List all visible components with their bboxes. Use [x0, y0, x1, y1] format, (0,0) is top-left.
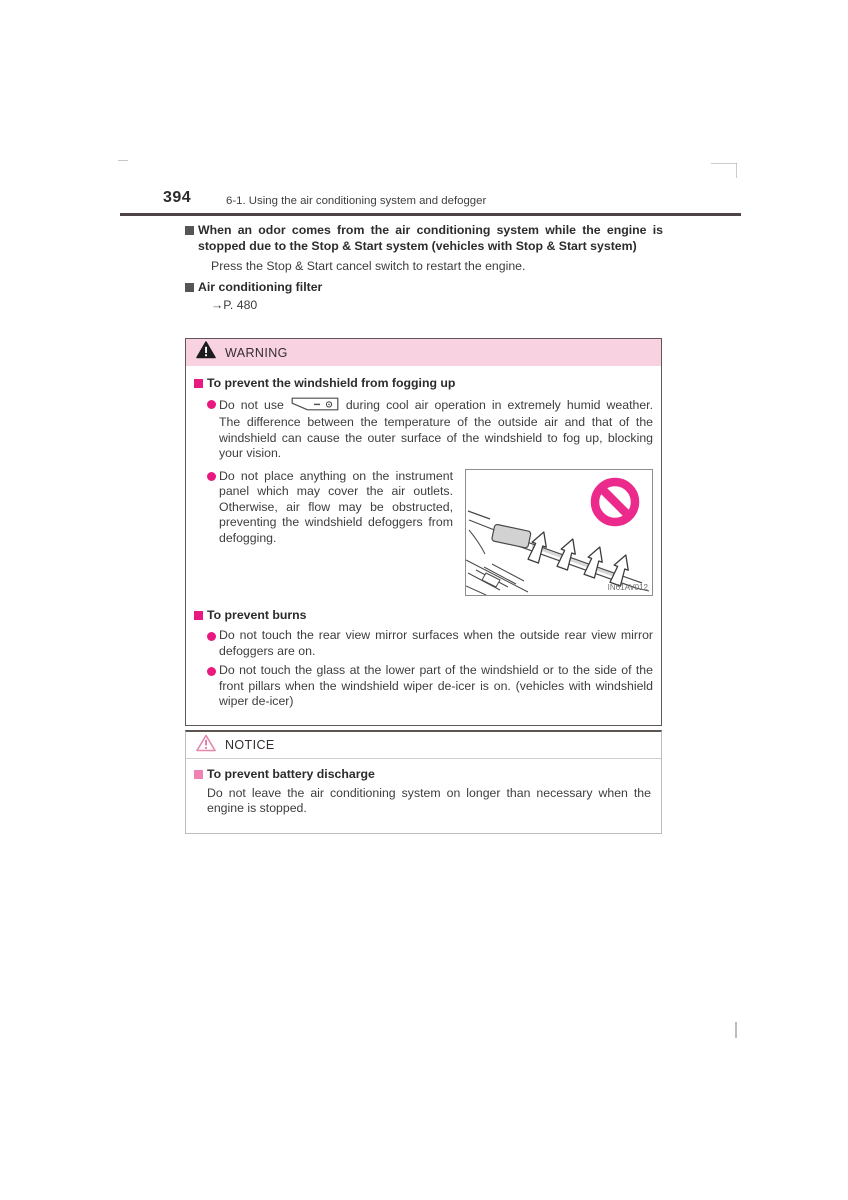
- crop-mark-top-left: [118, 160, 128, 161]
- fogging-heading: To prevent the windshield from fogging up: [207, 376, 456, 390]
- fogging-heading-row: [194, 376, 653, 392]
- page-number: 394: [163, 189, 192, 206]
- square-bullet-icon: [194, 379, 203, 388]
- circle-bullet-icon: [207, 472, 216, 481]
- battery-body: Do not leave the air conditioning system on longer than necessary when the engine is stopped.: [207, 785, 651, 815]
- odor-section: [185, 223, 663, 275]
- warning-body: [186, 366, 661, 725]
- page-reference: →P. 480: [211, 298, 258, 312]
- intro-section: [185, 223, 663, 314]
- figure-code: IN61AV012: [607, 582, 648, 592]
- square-bullet-icon: [194, 611, 203, 620]
- fogging-bullet-2-row: [194, 469, 653, 596]
- burns-bullet-1-text: Do not touch the rear view mirror surfaces when the outside rear view mirror defoggers are on.: [219, 628, 653, 658]
- battery-heading-row: [194, 767, 651, 783]
- fogging-bullet-2: [207, 469, 453, 547]
- chapter-header: 6-1. Using the air conditioning system and defogger: [226, 195, 487, 207]
- square-bullet-icon: [194, 770, 203, 779]
- burns-heading-row: [194, 608, 653, 624]
- burns-bullet-2: [207, 663, 653, 710]
- fogging-bullet-1-text-post: during cool air operation in extremely humid weather. The difference between the temperature of the outside air and that of the windshield can cause the outer surface of the windshield to fog up, blocking your vision.: [219, 397, 653, 460]
- crop-mark-top-right: [711, 163, 737, 164]
- fogging-bullet-2-text: Do not place anything on the instrument panel which may cover the air outlets. Otherwise, air flow may be obstructed, preventing the windshield defoggers from defogging.: [219, 468, 453, 545]
- fogging-bullet-1: [207, 397, 653, 462]
- warning-triangle-icon: [196, 341, 216, 364]
- filter-heading: Air conditioning filter: [198, 279, 323, 294]
- burns-heading: To prevent burns: [207, 607, 307, 622]
- burns-bullet-1: [207, 628, 653, 659]
- prohibition-icon: [595, 482, 635, 522]
- odor-heading: When an odor comes from the air conditioning system while the engine is stopped due to the Stop & Start system (vehicles with Stop & Start system): [198, 223, 663, 253]
- notice-triangle-icon: [196, 734, 216, 757]
- odor-body: Press the Stop & Start cancel switch to restart the engine.: [211, 259, 526, 273]
- battery-heading: To prevent battery discharge: [207, 767, 375, 781]
- crop-mark-top-right-vertical: [736, 163, 737, 178]
- filter-section: [185, 280, 663, 314]
- defogger-illustration: [465, 469, 653, 596]
- notice-header: [186, 732, 661, 759]
- ac-control-button-icon: [291, 397, 339, 416]
- fogging-bullet-1-text-pre: Do not use: [219, 397, 284, 412]
- notice-box: [185, 730, 662, 834]
- circle-bullet-icon: [207, 632, 216, 641]
- square-bullet-icon: [185, 283, 194, 292]
- circle-bullet-icon: [207, 400, 216, 409]
- header-rule: [120, 213, 741, 216]
- crop-mark-bottom-right: [735, 1022, 737, 1038]
- warning-header: [186, 339, 661, 366]
- burns-bullet-2-text: Do not touch the glass at the lower part of the windshield or to the side of the front pillars when the windshield wiper de-icer is on. (vehicles with windshield wiper de-icer): [219, 663, 653, 708]
- notice-title: NOTICE: [225, 738, 275, 752]
- notice-body: [186, 759, 661, 833]
- circle-bullet-icon: [207, 667, 216, 676]
- warning-title: WARNING: [225, 345, 288, 360]
- warning-box: [185, 338, 662, 726]
- square-bullet-icon: [185, 226, 194, 235]
